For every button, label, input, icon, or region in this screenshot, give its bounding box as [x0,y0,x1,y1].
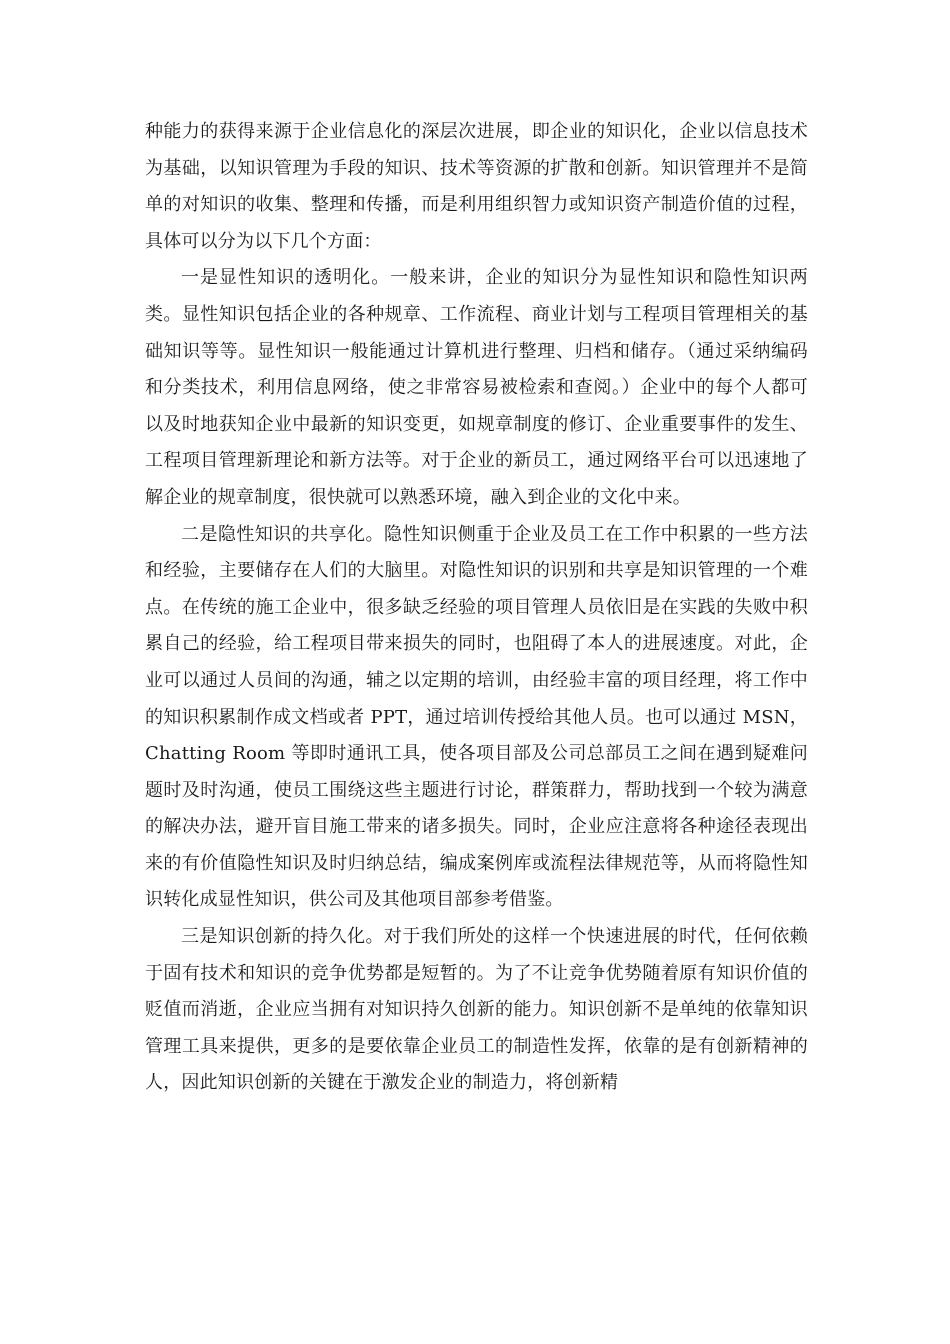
document-body [145,114,808,1102]
paragraph-continuation: 种能力的获得来源于企业信息化的深层次进展，即企业的知识化，企业以信息技术为基础，以知识管理为手段的知识、技术等资源的扩散和创新。知识管理并不是简单的对知识的收集、整理和传播，而是利用组织智力或知识资产制造价值的过程，具体可以分为以下几个方面： [145,121,808,252]
paragraph-knowledge-innovation: 三是知识创新的持久化。对于我们所处的这样一个快速进展的时代，任何依赖于固有技术和知识的竞争优势都是短暂的。为了不让竞争优势随着原有知识价值的贬值而消逝，企业应当拥有对知识持久创新的能力。知识创新不是单纯的依靠知识管理工具来提供，更多的是要依靠企业员工的制造性发挥，依靠的是有创新精神的人，因此知识创新的关键在于激发企业的制造力，将创新精 [145,926,808,1094]
paragraph-tacit-knowledge: 二是隐性知识的共享化。隐性知识侧重于企业及员工在工作中积累的一些方法和经验，主要储存在人们的大脑里。对隐性知识的识别和共享是知识管理的一个难点。在传统的施工企业中，很多缺乏经验的项目管理人员依旧是在实践的失败中积累自己的经验，给工程项目带来损失的同时，也阻碍了本人的进展速度。对此，企业可以通过人员间的沟通，辅之以定期的培训，由经验丰富的项目经理，将工作中的知识积累制作成文档或者 PPT，通过培训传授给其他人员。也可以通过 MSN，Chatting Room 等即时通讯工具，使各项目部及公司总部员工之间在遇到疑难问题时及时沟通，使员工围绕这些主题进行讨论，群策群力，帮助找到一个较为满意的解决办法，避开盲目施工带来的诸多损失。同时，企业应注意将各种途径表现出来的有价值隐性知识及时归纳总结，编成案例库或流程法律规范等，从而将隐性知识转化成显性知识，供公司及其他项目部参考借鉴。 [145,523,808,911]
paragraph-explicit-knowledge: 一是显性知识的透明化。一般来讲，企业的知识分为显性知识和隐性知识两类。显性知识包括企业的各种规章、工作流程、商业计划与工程项目管理相关的基础知识等等。显性知识一般能通过计算机进行整理、归档和储存。（通过采纳编码和分类技术，利用信息网络，使之非常容易被检索和查阅。）企业中的每个人都可以及时地获知企业中最新的知识变更，如规章制度的修订、企业重要事件的发生、工程项目管理新理论和新方法等。对于企业的新员工，通过网络平台可以迅速地了解企业的规章制度，很快就可以熟悉环境，融入到企业的文化中来。 [145,267,808,508]
